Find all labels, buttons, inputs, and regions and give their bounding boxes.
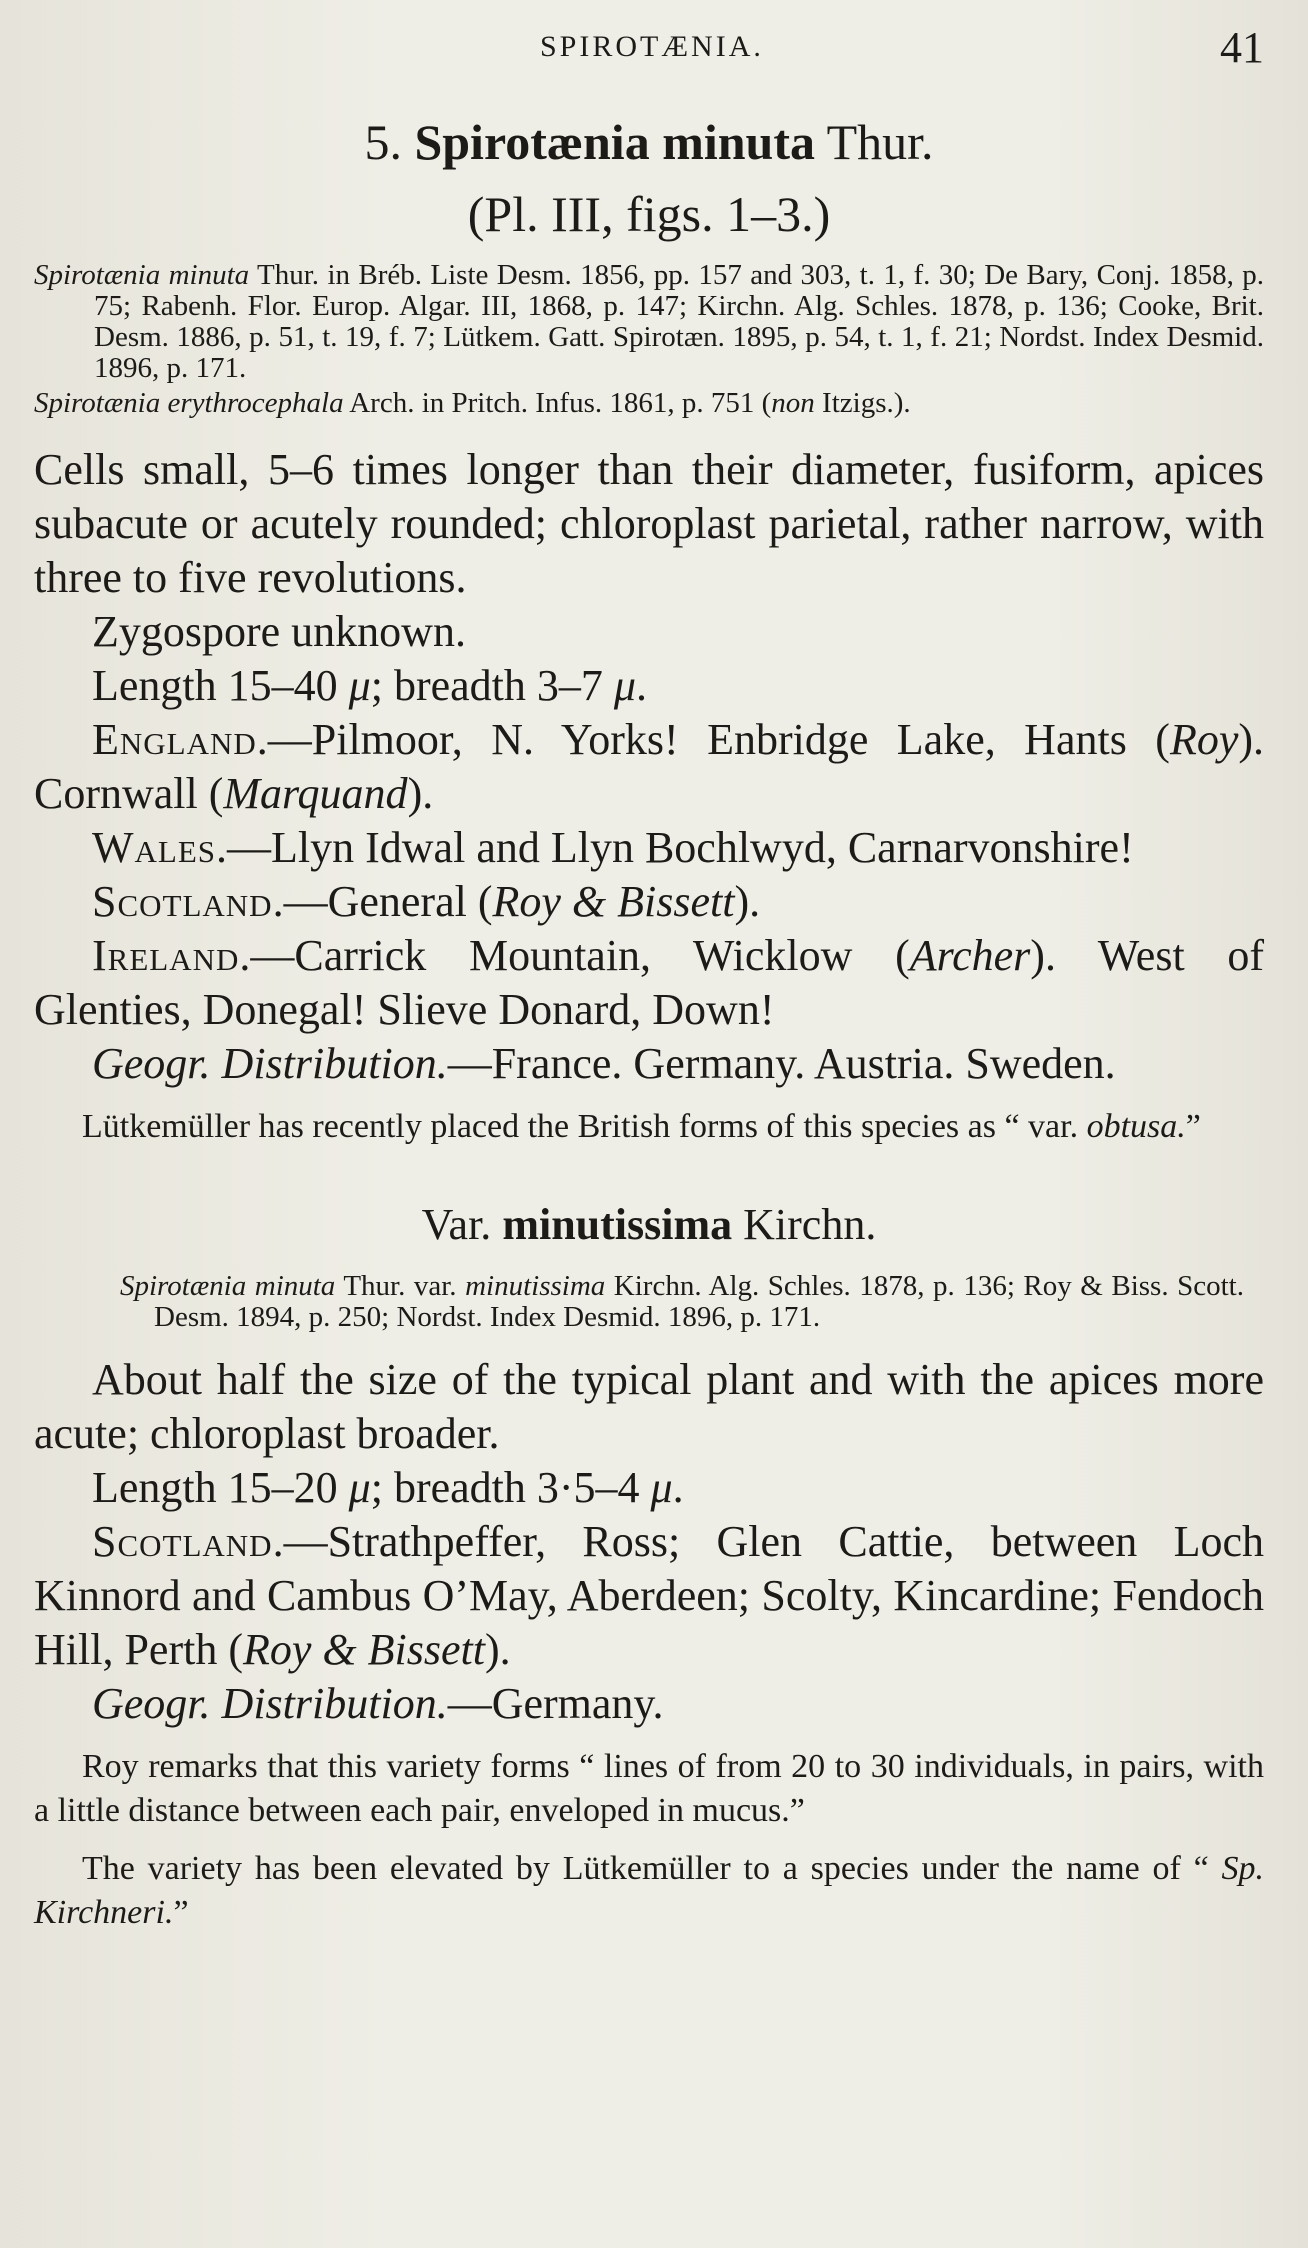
synonym-name: Spirotænia minuta <box>34 259 250 291</box>
geographic-distribution <box>34 1037 1264 1091</box>
synonym-name: Spirotænia erythrocephala <box>34 387 344 419</box>
locality-text: .—Strathpeffer, Ross; Glen Cattie, between Loch Kinnord and Cambus O’May, Aberdeen; Scolty, Kincardine; Fendoch Hill, Perth ( <box>34 1517 1264 1674</box>
region-label: Ireland <box>92 931 240 980</box>
locality-text: .—General ( <box>272 877 493 926</box>
locality-wales <box>34 821 1264 875</box>
distribution-label: Geogr. Distribution. <box>92 1679 448 1728</box>
size-measurements <box>34 659 1264 713</box>
synonymy-2 <box>34 388 1264 419</box>
synonym-citation: Arch. in Pritch. Infus. 1861, p. 751 ( <box>343 387 772 419</box>
synonym-variety: minutissima <box>465 1270 606 1302</box>
size-end: . <box>672 1463 684 1512</box>
synonym-citation: Thur. var. <box>335 1270 466 1302</box>
collector-name: Marquand <box>223 769 408 818</box>
variety-remark-2 <box>34 1847 1264 1935</box>
species-description: Cells small, 5–6 times longer than their diameter, fusiform, apices subacute or acutely rounded; chloroplast parietal, rather narrow, with three to five revolutions. <box>34 445 1264 602</box>
variety-name: obtusa. <box>1086 1108 1186 1145</box>
synonym-non: non <box>771 387 815 419</box>
locality-text: ). <box>734 877 761 926</box>
size-breadth: ; breadth 3·5–4 <box>370 1463 651 1512</box>
species-name-italic: Sp. Kirchneri. <box>34 1850 1264 1931</box>
distribution-label: Geogr. Distribution. <box>92 1039 448 1088</box>
remark-end: ” <box>173 1894 189 1931</box>
micron-symbol: μ <box>348 1463 371 1512</box>
collector-name: Roy & Bissett <box>492 877 735 926</box>
region-label: Scotland <box>92 1517 273 1566</box>
region-label: England <box>92 715 257 764</box>
locality-scotland <box>34 875 1264 929</box>
variety-remark-1: Roy remarks that this variety forms “ lines of from 20 to 30 individuals, in pairs, with a little distance between each pair, enveloped in mucus.” <box>34 1748 1264 1829</box>
remark-text: The variety has been elevated by Lütkemüller to a species under the name of “ <box>82 1850 1222 1887</box>
variety-distribution <box>34 1677 1264 1731</box>
size-breadth: ; breadth 3–7 <box>370 661 614 710</box>
locality-text: ). <box>407 769 434 818</box>
micron-symbol: μ <box>650 1463 673 1512</box>
collector-name: Archer <box>909 931 1031 980</box>
synonym-citation-end: Itzigs.). <box>814 387 911 419</box>
locality-text: ). Cornwall ( <box>34 715 1264 818</box>
locality-text: .—Llyn Idwal and Llyn Bochlwyd, Carnarvonshire! <box>216 823 1134 872</box>
size-end: . <box>636 661 647 710</box>
locality-ireland <box>34 929 1264 1037</box>
species-name: Spirotænia minuta <box>414 114 815 170</box>
variety-locality-scotland <box>34 1515 1264 1677</box>
locality-england <box>34 713 1264 821</box>
variety-heading <box>34 1197 1264 1253</box>
species-remark <box>34 1105 1264 1149</box>
zygospore-note: Zygospore unknown. <box>92 607 466 656</box>
species-heading <box>34 110 1264 174</box>
distribution-text: —France. Germany. Austria. Sweden. <box>447 1039 1116 1088</box>
region-label: Wales <box>92 823 217 872</box>
variety-description: About half the size of the typical plant and with the apices more acute; chloroplast broader. <box>34 1355 1264 1458</box>
size-length: Length 15–40 <box>92 661 349 710</box>
locality-text: .—Carrick Mountain, Wicklow ( <box>239 931 910 980</box>
synonymy-1 <box>34 260 1264 384</box>
distribution-text: —Germany. <box>447 1679 664 1728</box>
synonym-citation: Kirchn. Alg. Schles. 1878, p. 136; Roy & Biss. Scott. Desm. 1894, p. 250; Nordst. Index Desmid. 1896, p. 171. <box>154 1270 1244 1333</box>
variety-author: Kirchn. <box>743 1200 877 1249</box>
collector-name: Roy <box>1169 715 1239 764</box>
collector-name: Roy & Bissett <box>242 1625 485 1674</box>
locality-text: .—Pilmoor, N. Yorks! Enbridge Lake, Hants ( <box>256 715 1170 764</box>
micron-symbol: μ <box>348 661 371 710</box>
remark-end: ” <box>1185 1108 1201 1145</box>
locality-text: ). <box>484 1625 511 1674</box>
species-number: 5. <box>364 114 402 170</box>
synonym-citation: Thur. in Bréb. Liste Desm. 1856, pp. 157 and 303, t. 1, f. 30; De Bary, Conj. 1858, p. 75; Rabenh. Flor. Europ. Algar. III, 1868, p. 147; Kirchn. Alg. Schles. 1878, p. 136; Cooke, Brit. Desm. 1886, p. 51, t. 19, f. 7; Lütkem. Gatt. Spirotæn. 1895, p. 54, t. 1, f. 21; Nordst. Index Desmid. 1896, p. 171. <box>94 259 1264 384</box>
species-author: Thur. <box>826 114 934 170</box>
variety-prefix: Var. <box>421 1200 492 1249</box>
plate-reference: (Pl. III, figs. 1–3.) <box>467 186 831 242</box>
region-label: Scotland <box>92 877 273 926</box>
size-length: Length 15–20 <box>92 1463 349 1512</box>
running-head <box>0 22 1308 82</box>
synonym-name: Spirotænia minuta <box>120 1270 336 1302</box>
remark-text: Lütkemüller has recently placed the British forms of this species as “ var. <box>82 1108 1087 1145</box>
page-content <box>34 110 1264 1935</box>
micron-symbol: μ <box>613 661 636 710</box>
variety-size <box>34 1461 1264 1515</box>
running-title: SPIROTÆNIA. <box>540 30 764 63</box>
variety-synonymy <box>34 1271 1264 1333</box>
variety-name: minutissima <box>502 1200 733 1249</box>
page-number: 41 <box>1220 23 1264 72</box>
locality-text: ). West of Glenties, Donegal! Slieve Donard, Down! <box>34 931 1264 1034</box>
